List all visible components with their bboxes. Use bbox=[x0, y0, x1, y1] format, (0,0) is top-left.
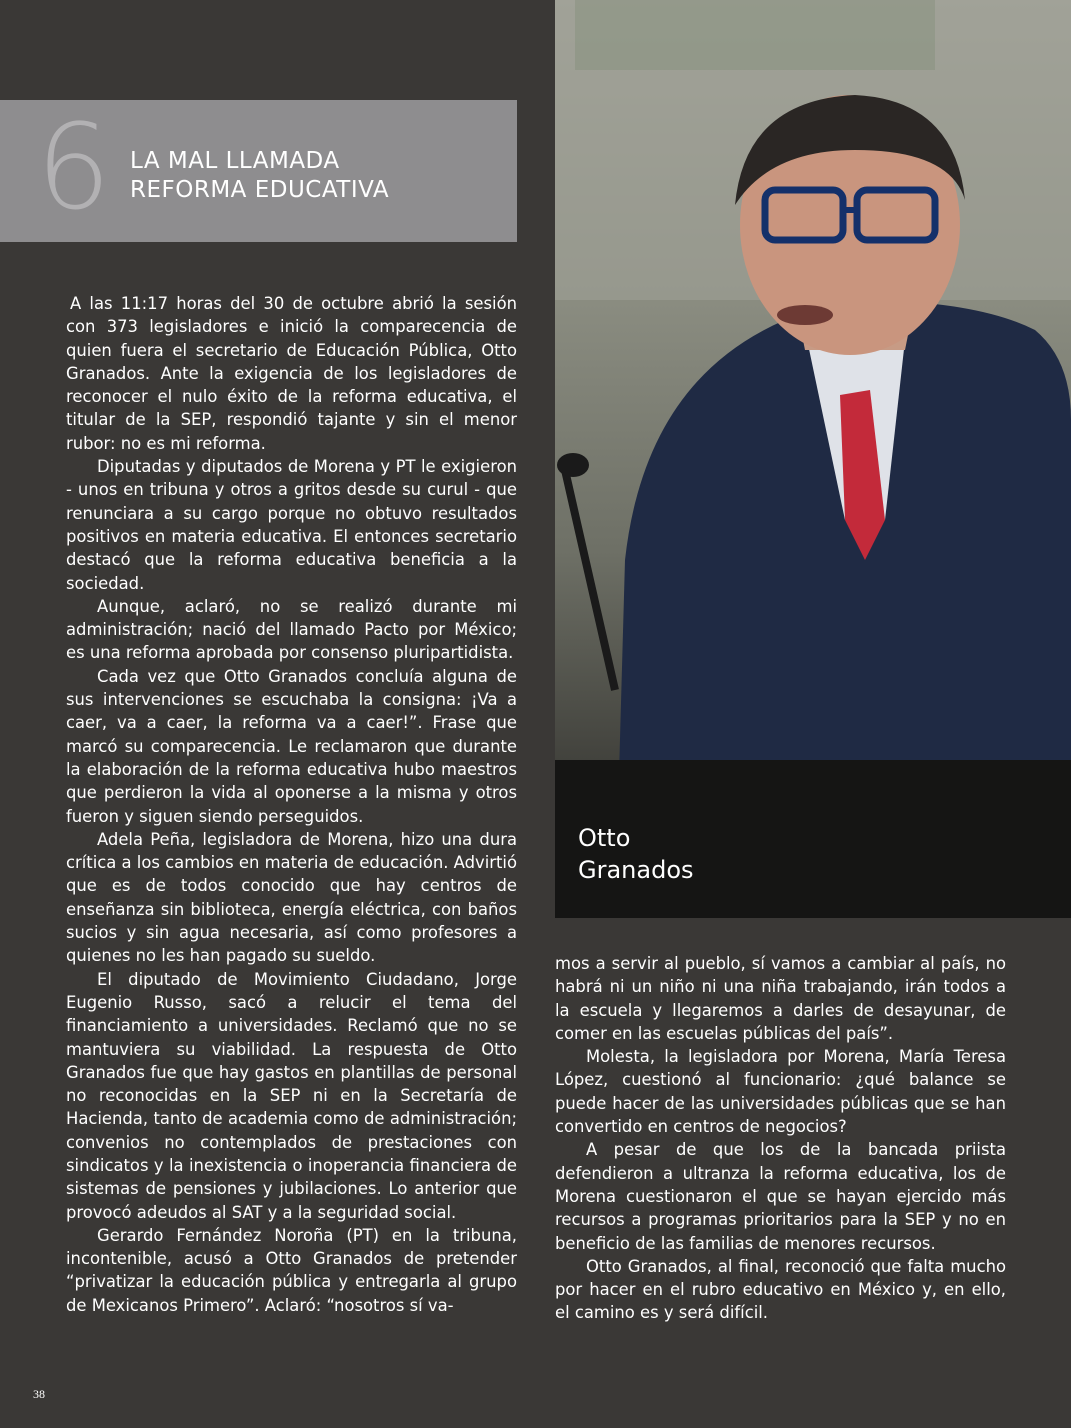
paragraph: Aunque, aclaró, no se realizó durante mi administración; nació del llamado Pacto por México; es una reforma aprobada por consenso pluripartidista. bbox=[66, 596, 517, 663]
chapter-title-line1: LA MAL LLAMADA bbox=[130, 148, 340, 174]
paragraph: Molesta, la legisladora por Morena, María Teresa López, cuestionó al funcionario: ¿qué balance se puede hacer de las universidades públicas que se han convertido en centros de negocios? bbox=[555, 1047, 1006, 1137]
paragraph: Otto Granados, al final, reconoció que falta mucho por hacer en el rubro educativo en México y, en ello, el camino es y será difícil. bbox=[555, 1256, 1006, 1323]
caption-line1: Otto bbox=[578, 824, 631, 852]
speaker-illustration bbox=[555, 0, 1071, 918]
article-column-right bbox=[555, 952, 1006, 1325]
photo-caption bbox=[578, 822, 694, 886]
chapter-title-line2: REFORMA EDUCATIVA bbox=[130, 177, 390, 203]
paragraph: A pesar de que los de la bancada priista defendieron a ultranza la reforma educativa, los de Morena cuestionaron el que se hayan ejercido más recursos a programas prioritarios para la SEP y no en beneficio de las familias de menores recursos. bbox=[555, 1140, 1006, 1253]
paragraph: Gerardo Fernández Noroña (PT) en la tribuna, incontenible, acusó a Otto Granados de pretender “privatizar la educación pública y entregarla al grupo de Mexicanos Primero”. Aclaró: “nosotros sí va- bbox=[66, 1225, 517, 1315]
paragraph: Cada vez que Otto Granados concluía alguna de sus intervenciones se escuchaba la consigna: ¡Va a caer, va a caer, la reforma va a caer!”. Frase que marcó su comparecencia. Le reclamaron que durante la elaboración de la reforma educativa hubo maestros que perdieron la vida al oponerse a la misma y otros fueron y siguen siendo perseguidos. bbox=[66, 666, 517, 826]
paragraph: Adela Peña, legisladora de Morena, hizo una dura crítica a los cambios en materia de educación. Advirtió que es de todos conocido que hay centros de enseñanza sin biblioteca, energía eléctrica, con baños sucios y sin agua necesaria, así como profesores a quienes no les han pagado su sueldo. bbox=[66, 829, 518, 966]
paragraph: mos a servir al pueblo, sí vamos a cambiar al país, no habrá ni un niño ni una niña trabajando, irán todos a la escuela y llegaremos a darles de desayunar, de comer en las escuelas públicas del país”. bbox=[555, 954, 1006, 1043]
chapter-title bbox=[130, 147, 389, 205]
article-column-left bbox=[66, 292, 517, 1317]
speaker-photo bbox=[555, 0, 1071, 918]
paragraph: Diputadas y diputados de Morena y PT le exigieron - unos en tribuna y otros a gritos desde su curul - que renunciara a su cargo porque no obtuvo resultados positivos en materia educativa. El entonces secretario destacó que la reforma educativa beneficia a la sociedad. bbox=[66, 457, 517, 593]
page-number: 38 bbox=[33, 1387, 45, 1401]
paragraph: El diputado de Movimiento Ciudadano, Jorge Eugenio Russo, sacó a relucir el tema del financiamiento a universidades. Reclamó que no se mantuviera su viabilidad. La respuesta de Otto Granados fue que hay gastos en plantillas de personal no reconocidas en la SEP ni en la Secretaría de Hacienda, tanto de academia como de administración; convenios no contemplados de prestaciones con sindicatos y la inexistencia o inoperancia financiera de sistemas de pensiones y jubilaciones. Lo anterior que provocó adeudos al SAT y a la seguridad social. bbox=[66, 969, 517, 1222]
paragraph: A las 11:17 horas del 30 de octubre abrió la sesión con 373 legisladores e inició la comparecencia de quien fuera el secretario de Educación Pública, Otto Granados. Ante la exigencia de los legisladores de reconocer el nulo éxito de la reforma educativa, el titular de la SEP, respondió tajante y sin el menor rubor: no es mi reforma. bbox=[66, 294, 517, 453]
caption-line2: Granados bbox=[578, 856, 694, 884]
chapter-number: 6 bbox=[36, 98, 112, 236]
